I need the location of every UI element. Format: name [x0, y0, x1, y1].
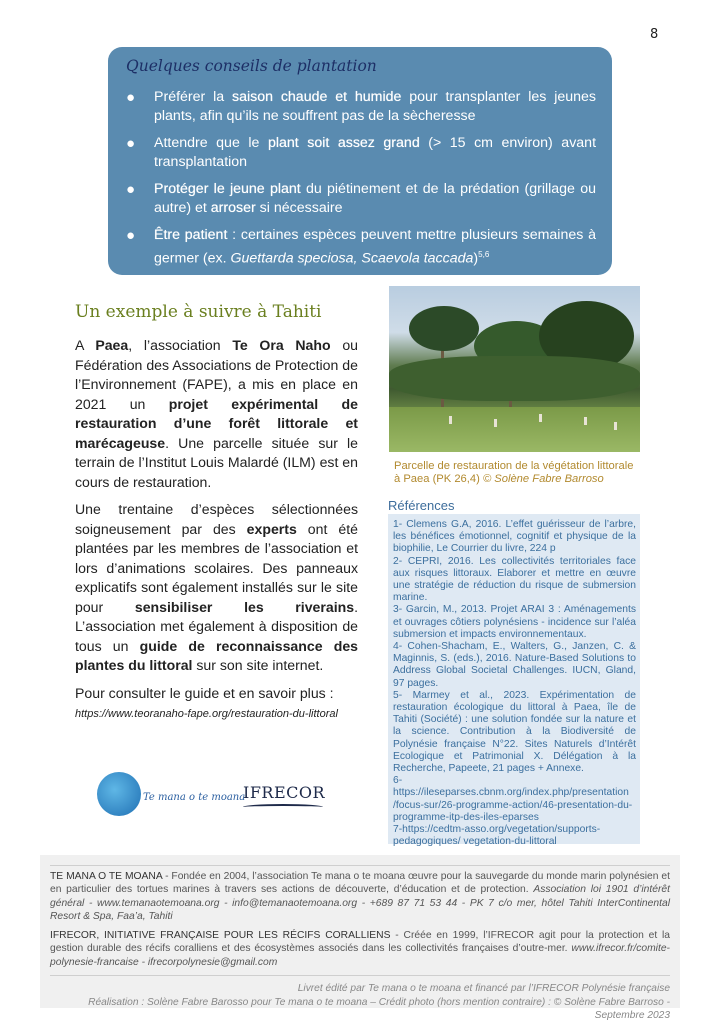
restoration-photo [389, 286, 640, 452]
tip-text: Préférer la [154, 89, 232, 105]
footer-ifrecor [50, 929, 670, 969]
text: ont été plantées par les membres de l’association et lors d’animations scolaires. Des panneaux explicatifs sont également installés sur le site pour [75, 520, 358, 615]
bold-text: projet expérimental de restauration d’une forêt littorale et marécageuse [75, 395, 358, 451]
org-contact: www.ifrecor.fr/comite-polynesie-francaise - ifrecorpolynesie@gmail.com [50, 943, 670, 968]
tips-title: Quelques conseils de plantation [126, 57, 377, 75]
paragraph: Pour consulter le guide et en savoir plus : [75, 684, 334, 701]
org-name: IFRECOR, INITIATIVE FRANÇAISE POUR LES RÉCIFS CORALLIENS [50, 930, 391, 942]
bullet-icon: ● [126, 227, 136, 244]
reference-item: 3- Garcin, M., 2013. Projet ARAI 3 : Aménagements et ouvrages côtiers polynésiens - incidence sur l’aléa submersion et impacts environnementaux. [393, 604, 636, 640]
guide-link[interactable]: https://www.teoranaho-fape.org/restauration-du-littoral [75, 708, 338, 720]
org-name: TE MANA O TE MOANA [50, 871, 163, 882]
te-mana-logo-text: Te mana o te moana [143, 792, 246, 803]
text: Une trentaine d’espèces sélectionnées soigneusement par des [75, 501, 358, 537]
tip-item [124, 180, 596, 218]
article-body [75, 336, 358, 725]
photo-caption [394, 460, 639, 486]
reference-item: 5- Marmey et al., 2023. Expérimentation de restauration écologique du littoral à Paea, île de Tahiti (Société) : une solution fondée sur la nature et la science. Contribution à la Biodiversité de Polynésie française N°22. Sites Naturels d’Intérêt Ecologique et Patrimonial X. Délégation à la Recherche, Papeete, 21 pages + Annexe. [393, 689, 636, 775]
org-description: - Créée en 1999, l’IFRECOR agit pour la protection et la gestion durable des récifs coralliens et des écosystèmes associés dans les collectivités françaises d’outre-mer. [50, 930, 671, 955]
text: sur son site internet. [192, 657, 324, 673]
tip-text: si nécessaire [255, 200, 343, 216]
reference-item: 1- Clemens G.A, 2016. L’effet guérisseur de l’arbre, les bénéfices émotionnel, cognitif et physique de la biophilie, Le Courrier du livre, 224 p [393, 519, 636, 555]
bold-text: sensibiliser les riverains [134, 598, 355, 615]
footer [40, 855, 680, 1022]
text: . L’association met également à disposition de tous un [75, 598, 358, 654]
bold-text: experts [246, 520, 297, 537]
ifrecor-wave-icon [243, 804, 323, 810]
tip-item [124, 88, 596, 126]
tip-item [124, 134, 596, 172]
tip-highlight: arroser [210, 200, 256, 216]
caption-text: Parcelle de restauration de la végétation littorale à Paea (PK 26,4) [394, 460, 634, 485]
planting-tips-box [108, 47, 612, 275]
reference-item: 4- Cohen-Shacham, E., Walters, G., Janzen, C. & Maginnis, S. (eds.), 2016. Nature-Based Solutions to Address Global Societal Challenges. IUCN, Gland, 97 pages. [393, 641, 636, 689]
footer-temana [50, 870, 670, 923]
text: , l’association [128, 337, 233, 353]
credits [50, 982, 670, 1023]
bold-text: Paea [95, 337, 129, 353]
tip-text: : certaines espèces peuvent mettre plusieurs semaines à germer (ex. [154, 227, 596, 267]
references-title: Références [388, 498, 455, 513]
paragraph [75, 336, 358, 492]
photo-credit: © Solène Fabre Barroso [482, 473, 604, 485]
bullet-icon: ● [126, 89, 136, 106]
te-mana-o-te-moana-logo-icon [97, 772, 141, 816]
partner-logos [93, 770, 333, 825]
credit-line: Livret édité par Te mana o te moana et financé par l’IFRECOR Polynésie française [297, 983, 670, 995]
text: ou Fédération des Associations de Protection de l’Environnement (FAPE), a mis en place en 2021 un [75, 337, 358, 412]
bullet-icon: ● [126, 181, 136, 198]
tip-text: pour transplanter les jeunes plants, afin qu’ils ne souffrent pas de la sècheresse [154, 89, 597, 124]
tip-highlight: saison chaude et humide [231, 89, 402, 105]
text: A [75, 337, 96, 353]
section-title: Un exemple à suivre à Tahiti [75, 302, 322, 322]
tip-text: Attendre que le [154, 135, 268, 151]
references-box [388, 514, 640, 848]
tip-text: (> 15 cm environ) avant transplantation [154, 135, 597, 170]
ifrecor-logo: IFRECOR [243, 783, 326, 802]
tips-list [124, 88, 596, 269]
paragraph [75, 500, 358, 676]
tip-text: du piétinement et de la prédation (grillage ou autre) et [154, 181, 596, 216]
text: . Une parcelle située sur le terrain de l’Institut Louis Malardé (ILM) est en cours de restauration. [75, 434, 358, 490]
org-description: - Fondée en 2004, l’association Te mana o te moana œuvre pour la sauvegarde du monde marin polynésien et en particulier des tortues marines à travers ses actions de découverte, d’éducation et de protection. [50, 871, 671, 896]
tip-text: ) [473, 250, 479, 267]
bullet-icon: ● [126, 135, 136, 152]
reference-item[interactable]: 7-https://cedtm-asso.org/vegetation/supports-pedagogiques/ vegetation-du-littoral [393, 824, 601, 848]
tip-highlight: Protéger le jeune plant [154, 181, 301, 197]
org-contact: Association loi 1901 d’intérêt général - www.temanaotemoana.org - info@temanaotemoana.org - +689 87 71 53 44 - PK 7 c/o mer, hôtel Tahiti InterContinental Resort & Spa, Faa’a, Tahiti [50, 884, 670, 922]
bold-text: Te Ora Naho [232, 337, 331, 353]
species-names: Guettarda speciosa, Scaevola taccada [230, 250, 474, 267]
reference-item: 2- CEPRI, 2016. Les collectivités territoriales face aux risques littoraux. Elaborer et mettre en œuvre une stratégie de réduction du risque de submersion marine. [393, 555, 636, 604]
tip-highlight: plant soit assez grand [267, 135, 420, 151]
footnote-ref: 5,6 [478, 250, 490, 259]
page-number: 8 [650, 27, 659, 42]
bold-text: guide de reconnaissance des plantes du littoral [75, 637, 359, 673]
tip-highlight: Être patient [154, 227, 228, 243]
credit-line: Réalisation : Solène Fabre Barosso pour Te mana o te moana – Crédit photo (hors mention contraire) : © Solène Fabre Barroso - Septembre 2023 [88, 996, 670, 1022]
tip-item [124, 226, 596, 269]
reference-item[interactable]: 6- https://ileseparses.cbnm.org/index.php/presentation /focus-sur/26-programme-action/46-presentation-du-programme-itp-des-iles-eparses [393, 775, 633, 823]
